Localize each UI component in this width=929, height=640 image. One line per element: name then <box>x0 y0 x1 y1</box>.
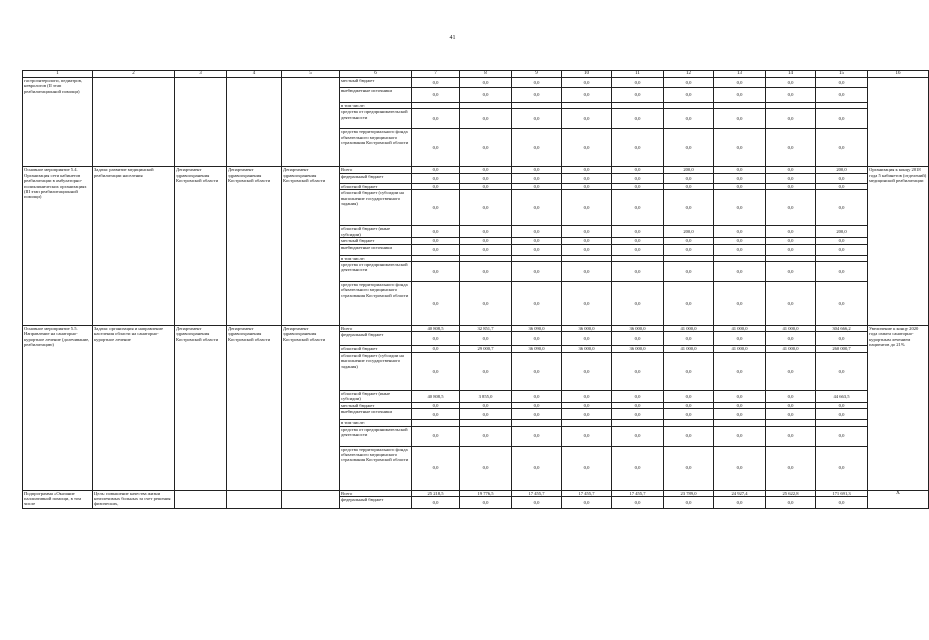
amount-cell: 0,0 <box>512 262 562 282</box>
amount-cell: 40 808,5 <box>412 390 460 402</box>
amount-cell: 25 218,5 <box>412 490 460 496</box>
amount-cell: 0,0 <box>512 173 562 183</box>
amount-cell: 17 455,7 <box>562 490 612 496</box>
amount-cell: 0,0 <box>816 402 868 408</box>
funding-source: Всего <box>340 326 412 332</box>
column-header: 2 <box>93 71 175 78</box>
block-col5 <box>282 490 340 508</box>
amount-cell: 200,0 <box>664 167 714 173</box>
column-header: 12 <box>664 71 714 78</box>
amount-cell: 41 000,0 <box>664 326 714 332</box>
funding-source: Всего <box>340 167 412 173</box>
amount-cell: 0,0 <box>816 352 868 390</box>
column-header: 13 <box>714 71 766 78</box>
amount-cell: 0,0 <box>714 238 766 244</box>
amount-cell: 0,0 <box>562 446 612 490</box>
amount-cell: 0,0 <box>460 167 512 173</box>
amount-cell: 0,0 <box>562 244 612 255</box>
amount-cell: 0,0 <box>460 190 512 226</box>
amount-cell: 0,0 <box>612 173 664 183</box>
block-col3 <box>175 490 227 508</box>
amount-cell: 0,0 <box>412 497 460 509</box>
amount-cell: 0,0 <box>714 282 766 326</box>
amount-cell: 0,0 <box>460 244 512 255</box>
block-col4 <box>227 78 282 167</box>
amount-cell: 0,0 <box>612 262 664 282</box>
amount-cell: 0,0 <box>714 262 766 282</box>
amount-cell: 0,0 <box>664 78 714 88</box>
column-header: 14 <box>766 71 816 78</box>
amount-cell: 0,0 <box>512 88 562 103</box>
block-col1: гастроэнтерологи, педиатров, неврологов (II этап реабилитационной помощи) <box>23 78 93 167</box>
amount-cell: 0,0 <box>816 282 868 326</box>
amount-cell: 0,0 <box>562 167 612 173</box>
amount-cell: 0,0 <box>612 109 664 129</box>
amount-cell: 0,0 <box>612 88 664 103</box>
amount-cell: 0,0 <box>460 332 512 346</box>
amount-cell: 0,0 <box>714 446 766 490</box>
amount-cell: 44 663,5 <box>816 390 868 402</box>
funding-source: внебюджетные источники <box>340 88 412 103</box>
amount-cell: 0,0 <box>612 244 664 255</box>
amount-cell: 41 000,0 <box>766 326 816 332</box>
amount-cell: 0,0 <box>512 78 562 88</box>
amount-cell: 0,0 <box>714 167 766 173</box>
block-col3: Департамент здравоохранения Костромской области <box>175 167 227 326</box>
amount-cell: 0,0 <box>412 346 460 352</box>
block-col4 <box>227 490 282 508</box>
funding-source: внебюджетные источники <box>340 409 412 420</box>
amount-cell: 0,0 <box>766 88 816 103</box>
amount-cell: 0,0 <box>612 402 664 408</box>
amount-cell: 0,0 <box>512 352 562 390</box>
amount-cell: 0,0 <box>766 390 816 402</box>
amount-cell: 0,0 <box>512 332 562 346</box>
amount-cell: 0,0 <box>714 332 766 346</box>
column-header: 4 <box>227 71 282 78</box>
amount-cell: 260 000,7 <box>816 346 868 352</box>
amount-cell: 0,0 <box>714 183 766 189</box>
amount-cell: 17 455,7 <box>612 490 664 496</box>
expected-result: X <box>868 490 929 508</box>
amount-cell: 0,0 <box>816 426 868 446</box>
amount-cell: 0,0 <box>714 497 766 509</box>
amount-cell: 0,0 <box>412 129 460 167</box>
block-col2 <box>93 78 175 167</box>
amount-cell: 0,0 <box>664 446 714 490</box>
amount-cell: 0,0 <box>512 129 562 167</box>
amount-cell: 36 000,0 <box>612 346 664 352</box>
column-header: 5 <box>282 71 340 78</box>
amount-cell: 0,0 <box>664 390 714 402</box>
funding-source: областной бюджет (иные субсидии) <box>340 390 412 402</box>
funding-source: федеральный бюджет <box>340 173 412 183</box>
block-col4: Департамент здравоохранения Костромской области <box>227 326 282 491</box>
column-header: 1 <box>23 71 93 78</box>
amount-cell: 0,0 <box>816 244 868 255</box>
amount-cell: 25 622,8 <box>766 490 816 496</box>
amount-cell: 0,0 <box>766 282 816 326</box>
amount-cell: 0,0 <box>714 426 766 446</box>
amount-cell: 0,0 <box>512 446 562 490</box>
block-col4: Департамент здравоохранения Костромской области <box>227 167 282 326</box>
amount-cell: 304 666,2 <box>816 326 868 332</box>
amount-cell: 0,0 <box>460 446 512 490</box>
amount-cell: 0,0 <box>766 109 816 129</box>
amount-cell: 0,0 <box>766 497 816 509</box>
amount-cell: 0,0 <box>562 282 612 326</box>
amount-cell: 0,0 <box>714 244 766 255</box>
block-col1: Основное мероприятие 5.5. Направление на санаторно-курортное лечение (долечивание, реабилитацию) <box>23 326 93 491</box>
amount-cell: 0,0 <box>460 173 512 183</box>
amount-cell: 0,0 <box>612 226 664 238</box>
amount-cell: 0,0 <box>562 390 612 402</box>
amount-cell: 0,0 <box>512 402 562 408</box>
amount-cell: 0,0 <box>460 426 512 446</box>
amount-cell: 0,0 <box>816 183 868 189</box>
amount-cell: 0,0 <box>512 426 562 446</box>
amount-cell: 0,0 <box>612 352 664 390</box>
amount-cell: 0,0 <box>816 129 868 167</box>
funding-source: средства территориального фонда обязательного медицинского страхования Костромской области <box>340 282 412 326</box>
column-header: 10 <box>562 71 612 78</box>
column-header: 11 <box>612 71 664 78</box>
amount-cell: 0,0 <box>562 238 612 244</box>
amount-cell: 0,0 <box>714 352 766 390</box>
amount-cell: 0,0 <box>412 78 460 88</box>
amount-cell: 0,0 <box>664 190 714 226</box>
amount-cell: 0,0 <box>766 129 816 167</box>
amount-cell: 0,0 <box>816 88 868 103</box>
funding-source: Всего <box>340 490 412 496</box>
amount-cell: 0,0 <box>816 332 868 346</box>
column-header: 3 <box>175 71 227 78</box>
amount-cell: 0,0 <box>664 282 714 326</box>
block-col5: Департамент здравоохранения Костромской области <box>282 167 340 326</box>
amount-cell: 0,0 <box>664 262 714 282</box>
amount-cell: 41 000,0 <box>766 346 816 352</box>
amount-cell: 0,0 <box>562 402 612 408</box>
amount-cell: 0,0 <box>664 244 714 255</box>
amount-cell: 0,0 <box>766 446 816 490</box>
funding-source: областной бюджет <box>340 346 412 352</box>
budget-table <box>22 70 929 509</box>
amount-cell: 0,0 <box>714 390 766 402</box>
amount-cell: 0,0 <box>412 88 460 103</box>
funding-source: в том числе: <box>340 255 412 261</box>
amount-cell: 0,0 <box>612 282 664 326</box>
funding-source: внебюджетные источники <box>340 244 412 255</box>
amount-cell: 41 000,0 <box>714 346 766 352</box>
amount-cell: 0,0 <box>612 183 664 189</box>
amount-cell: 0,0 <box>612 190 664 226</box>
amount-cell: 0,0 <box>664 183 714 189</box>
amount-cell: 0,0 <box>612 167 664 173</box>
amount-cell: 0,0 <box>664 173 714 183</box>
amount-cell: 0,0 <box>512 282 562 326</box>
amount-cell: 36 090,0 <box>512 326 562 332</box>
amount-cell: 0,0 <box>766 426 816 446</box>
amount-cell: 0,0 <box>816 497 868 509</box>
amount-cell: 0,0 <box>460 129 512 167</box>
amount-cell: 0,0 <box>766 352 816 390</box>
amount-cell: 0,0 <box>714 402 766 408</box>
amount-cell: 0,0 <box>562 426 612 446</box>
funding-source: областной бюджет (иные субсидии) <box>340 226 412 238</box>
block-col2: Цель: повышение качества жизни неизлечимых больных за счет решения физических, <box>93 490 175 508</box>
column-header: 9 <box>512 71 562 78</box>
amount-cell: 0,0 <box>412 183 460 189</box>
amount-cell: 0,0 <box>562 352 612 390</box>
column-header: 16 <box>868 71 929 78</box>
expected-result <box>868 78 929 167</box>
amount-cell: 0,0 <box>714 409 766 420</box>
amount-cell: 0,0 <box>816 238 868 244</box>
amount-cell: 0,0 <box>512 238 562 244</box>
amount-cell: 0,0 <box>816 262 868 282</box>
amount-cell: 0,0 <box>412 109 460 129</box>
amount-cell: 0,0 <box>412 282 460 326</box>
amount-cell: 0,0 <box>816 409 868 420</box>
amount-cell: 0,0 <box>412 244 460 255</box>
amount-cell: 0,0 <box>714 190 766 226</box>
amount-cell: 0,0 <box>562 190 612 226</box>
funding-source: местный бюджет <box>340 238 412 244</box>
amount-cell: 0,0 <box>512 497 562 509</box>
funding-source: в том числе: <box>340 103 412 109</box>
amount-cell: 0,0 <box>412 173 460 183</box>
amount-cell: 0,0 <box>816 173 868 183</box>
block-col2: Задача: организация и направление населения области на санаторно-курортное лечение <box>93 326 175 491</box>
amount-cell: 0,0 <box>816 109 868 129</box>
amount-cell: 0,0 <box>512 409 562 420</box>
amount-cell: 0,0 <box>766 409 816 420</box>
block-col1: Подпрограмма «Оказание паллиативной помощи, в том числе <box>23 490 93 508</box>
amount-cell: 41 000,0 <box>664 346 714 352</box>
page-number: 41 <box>449 35 456 41</box>
amount-cell: 0,0 <box>460 352 512 390</box>
column-header: 8 <box>460 71 512 78</box>
amount-cell: 0,0 <box>664 426 714 446</box>
amount-cell: 0,0 <box>412 332 460 346</box>
amount-cell: 0,0 <box>512 190 562 226</box>
amount-cell: 0,0 <box>714 226 766 238</box>
amount-cell: 0,0 <box>562 409 612 420</box>
funding-source: средства от предпринимательской деятельности <box>340 109 412 129</box>
amount-cell: 0,0 <box>766 167 816 173</box>
amount-cell: 0,0 <box>412 402 460 408</box>
funding-source: областной бюджет <box>340 183 412 189</box>
amount-cell: 0,0 <box>412 167 460 173</box>
amount-cell: 0,0 <box>612 238 664 244</box>
funding-source: местный бюджет <box>340 78 412 88</box>
amount-cell: 0,0 <box>766 78 816 88</box>
amount-cell: 0,0 <box>412 426 460 446</box>
amount-cell: 29 000,7 <box>460 346 512 352</box>
funding-source: местный бюджет <box>340 402 412 408</box>
amount-cell: 0,0 <box>460 238 512 244</box>
block-col5: Департамент здравоохранения Костромской области <box>282 326 340 491</box>
amount-cell: 0,0 <box>460 409 512 420</box>
amount-cell: 0,0 <box>816 190 868 226</box>
amount-cell: 0,0 <box>460 282 512 326</box>
amount-cell: 0,0 <box>512 390 562 402</box>
amount-cell: 36 090,0 <box>512 346 562 352</box>
amount-cell: 0,0 <box>460 262 512 282</box>
amount-cell: 0,0 <box>766 332 816 346</box>
amount-cell: 36 000,0 <box>562 346 612 352</box>
amount-cell: 0,0 <box>766 244 816 255</box>
amount-cell: 200,0 <box>816 167 868 173</box>
amount-cell: 0,0 <box>460 497 512 509</box>
amount-cell: 0,0 <box>816 446 868 490</box>
amount-cell: 0,0 <box>766 402 816 408</box>
amount-cell: 0,0 <box>766 173 816 183</box>
amount-cell: 0,0 <box>562 226 612 238</box>
amount-cell: 200,0 <box>816 226 868 238</box>
funding-source: средства территориального фонда обязательного медицинского страхования Костромской области <box>340 446 412 490</box>
amount-cell: 0,0 <box>766 238 816 244</box>
amount-cell: 17 455,7 <box>512 490 562 496</box>
amount-cell: 19 776,5 <box>460 490 512 496</box>
block-col5 <box>282 78 340 167</box>
amount-cell: 0,0 <box>612 390 664 402</box>
amount-cell: 0,0 <box>562 262 612 282</box>
amount-cell: 0,0 <box>460 183 512 189</box>
amount-cell: 0,0 <box>512 167 562 173</box>
column-header: 7 <box>412 71 460 78</box>
column-header: 15 <box>816 71 868 78</box>
amount-cell: 0,0 <box>714 88 766 103</box>
amount-cell: 36 000,0 <box>562 326 612 332</box>
amount-cell: 0,0 <box>664 238 714 244</box>
amount-cell: 0,0 <box>612 497 664 509</box>
amount-cell: 0,0 <box>612 409 664 420</box>
amount-cell: 0,0 <box>562 129 612 167</box>
amount-cell: 0,0 <box>562 332 612 346</box>
amount-cell: 0,0 <box>412 238 460 244</box>
amount-cell: 0,0 <box>714 109 766 129</box>
amount-cell: 0,0 <box>612 426 664 446</box>
amount-cell: 0,0 <box>562 173 612 183</box>
expected-result: Организация к концу 2018 года 5 кабинетов (отделений) медицинской реабилитации <box>868 167 929 326</box>
funding-source: областной бюджет (субсидии на выполнение государственного задания) <box>340 352 412 390</box>
amount-cell: 0,0 <box>562 78 612 88</box>
block-col2: Задача: развитие медицинской реабилитации населения <box>93 167 175 326</box>
block-col1: Основное мероприятие 5.4. Организация сети кабинетов реабилитации в амбулаторно-поликлинических организациях (III этап реабилитационной помощи) <box>23 167 93 326</box>
amount-cell: 0,0 <box>562 109 612 129</box>
amount-cell: 0,0 <box>766 226 816 238</box>
funding-source: средства от предпринимательской деятельности <box>340 262 412 282</box>
amount-cell: 36 000,0 <box>612 326 664 332</box>
funding-source: средства от предпринимательской деятельности <box>340 426 412 446</box>
amount-cell: 0,0 <box>412 190 460 226</box>
amount-cell: 0,0 <box>714 173 766 183</box>
amount-cell: 0,0 <box>412 352 460 390</box>
amount-cell: 0,0 <box>460 402 512 408</box>
amount-cell: 0,0 <box>612 332 664 346</box>
amount-cell: 0,0 <box>412 446 460 490</box>
amount-cell: 0,0 <box>816 78 868 88</box>
amount-cell: 0,0 <box>664 497 714 509</box>
column-header-row <box>23 71 929 78</box>
block-col3: Департамент здравоохранения Костромской области <box>175 326 227 491</box>
amount-cell: 0,0 <box>664 129 714 167</box>
amount-cell: 0,0 <box>512 226 562 238</box>
amount-cell: 0,0 <box>766 183 816 189</box>
amount-cell: 0,0 <box>766 190 816 226</box>
amount-cell: 0,0 <box>562 183 612 189</box>
amount-cell: 0,0 <box>460 226 512 238</box>
amount-cell: 0,0 <box>664 88 714 103</box>
amount-cell: 200,0 <box>664 226 714 238</box>
amount-cell: 0,0 <box>766 262 816 282</box>
amount-cell: 24 927,4 <box>714 490 766 496</box>
amount-cell: 171 691,3 <box>816 490 868 496</box>
amount-cell: 0,0 <box>562 497 612 509</box>
amount-cell: 3 855,0 <box>460 390 512 402</box>
funding-source: средства территориального фонда обязательного медицинского страхования Костромской области <box>340 129 412 167</box>
amount-cell: 32 851,7 <box>460 326 512 332</box>
amount-cell: 0,0 <box>664 109 714 129</box>
amount-cell: 0,0 <box>412 226 460 238</box>
amount-cell: 0,0 <box>612 446 664 490</box>
amount-cell: 0,0 <box>512 244 562 255</box>
amount-cell: 0,0 <box>664 402 714 408</box>
table-row <box>23 78 929 88</box>
amount-cell: 0,0 <box>664 352 714 390</box>
funding-source: областной бюджет (субсидии на выполнение государственного задания) <box>340 190 412 226</box>
block-col3 <box>175 78 227 167</box>
funding-source: в том числе: <box>340 420 412 426</box>
amount-cell: 23 789,0 <box>664 490 714 496</box>
amount-cell: 40 808,5 <box>412 326 460 332</box>
amount-cell: 0,0 <box>664 332 714 346</box>
amount-cell: 0,0 <box>562 88 612 103</box>
amount-cell: 0,0 <box>512 183 562 189</box>
amount-cell: 0,0 <box>714 78 766 88</box>
amount-cell: 0,0 <box>612 78 664 88</box>
amount-cell: 0,0 <box>714 129 766 167</box>
column-header: 6 <box>340 71 412 78</box>
amount-cell: 0,0 <box>460 88 512 103</box>
amount-cell: 0,0 <box>412 262 460 282</box>
amount-cell: 0,0 <box>460 109 512 129</box>
expected-result: Увеличение к концу 2020 года охвата санаторно-курортным лечением пациентов до 21% <box>868 326 929 491</box>
amount-cell: 41 000,0 <box>714 326 766 332</box>
funding-source: федеральный бюджет <box>340 497 412 509</box>
amount-cell: 0,0 <box>412 409 460 420</box>
amount-cell: 0,0 <box>460 78 512 88</box>
amount-cell: 0,0 <box>664 409 714 420</box>
funding-source: федеральный бюджет <box>340 332 412 346</box>
amount-cell: 0,0 <box>512 109 562 129</box>
amount-cell: 0,0 <box>612 129 664 167</box>
